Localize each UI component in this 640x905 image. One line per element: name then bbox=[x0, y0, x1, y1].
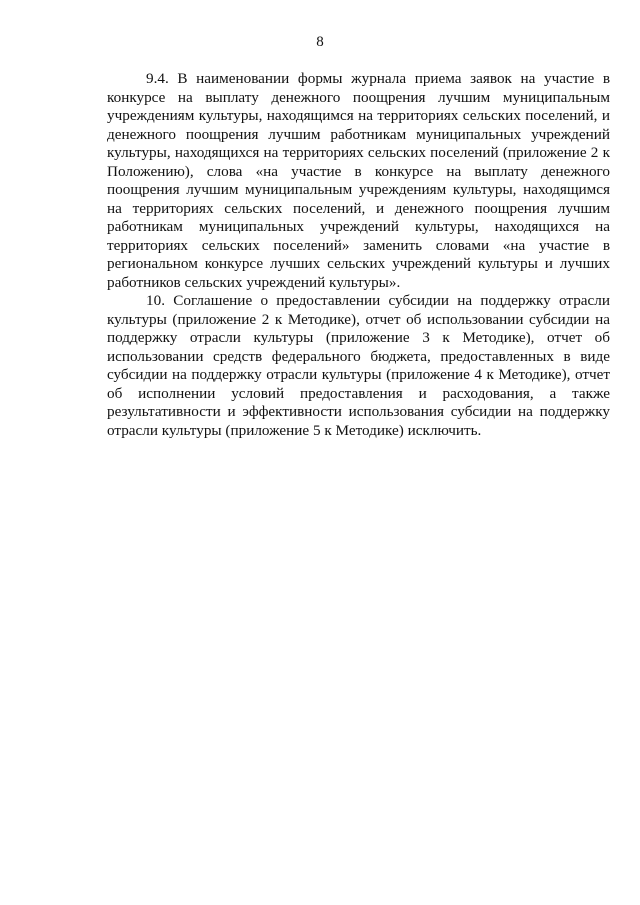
paragraph-10: 10. Соглашение о предоставлении субсидии на поддержку отрасли культуры (приложение 2 к Методике), отчет об использовании субсидии на поддержку отрасли культуры (приложение 3 к Методике), отчет об использовании средств федерального бюджета, предоставленных в виде субсидии на поддержку отрасли культуры (приложение 4 к Методике), отчет об исполнении условий предоставления и расходования, а также результативности и эффективности использования субсидии на поддержку отрасли культуры (приложение 5 к Методике) исключить. bbox=[107, 292, 610, 439]
page-number: 8 bbox=[316, 34, 324, 50]
document-body bbox=[107, 70, 610, 440]
paragraph-9-4: 9.4. В наименовании формы журнала приема заявок на участие в конкурсе на выплату денежного поощрения лучшим муниципальным учреждениям культуры, находящимся на территориях сельских поселений, и денежного поощрения лучшим работникам муниципальных учреждений культуры, находящихся на территориях сельских поселений (приложение 2 к Положению), слова «на участие в конкурсе на выплату денежного поощрения лучшим муниципальным учреждениям культуры, находящимся на территориях сельских поселений, и денежного поощрения лучшим работникам муниципальных учреждений культуры, находящихся на территориях сельских поселений» заменить словами «на участие в региональном конкурсе лучших сельских учреждений культуры и лучших работников сельских учреждений культуры». bbox=[107, 70, 610, 291]
